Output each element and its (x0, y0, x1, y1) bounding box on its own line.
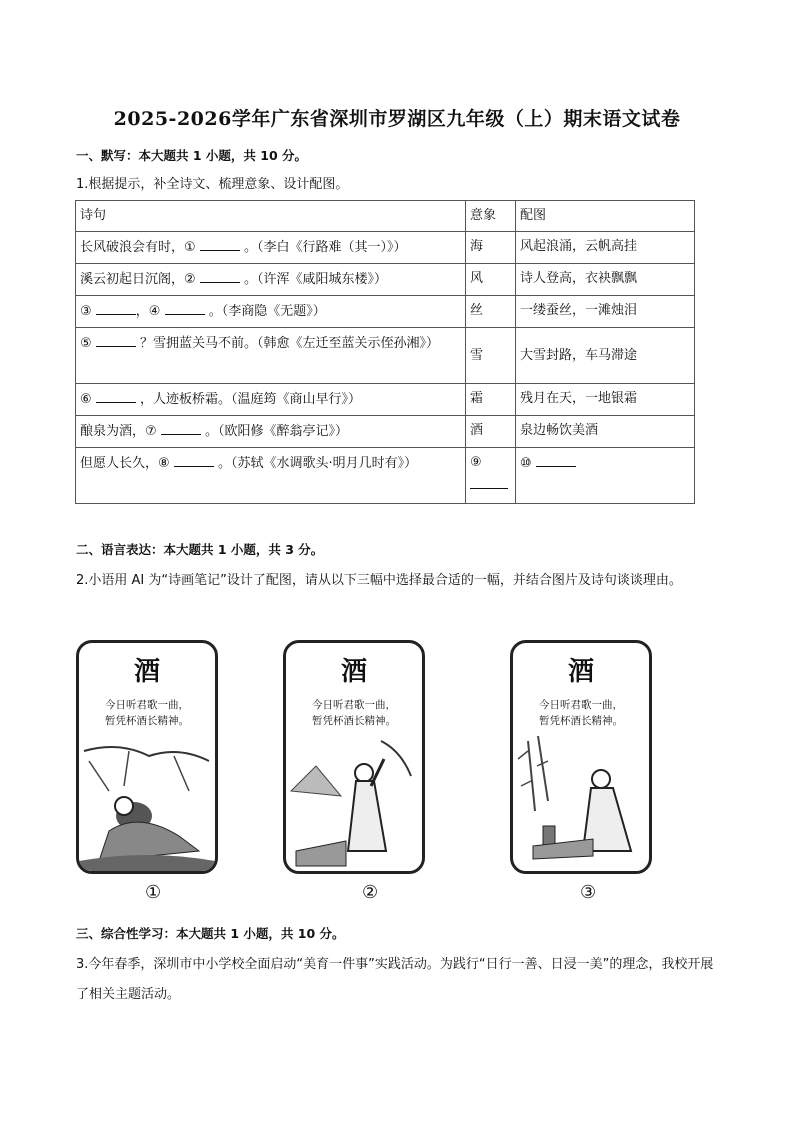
table-row: 酿泉为酒，⑦ 。（欧阳修《醉翁亭记》） 酒 泉边畅饮美酒 (76, 416, 695, 448)
blank-5[interactable] (96, 332, 136, 347)
blank-8[interactable] (174, 452, 214, 467)
question-1: 1.根据提示，补全诗文、梳理意象、设计配图。 (76, 177, 349, 192)
table-row: 长风破浪会有时，① 。（李白《行路难（其一）》） 海 风起浪涌，云帆高挂 (76, 232, 695, 264)
section-heading-1: 一、默写：本大题共 1 小题，共 10 分。 (76, 148, 308, 163)
illustration-card-3[interactable]: 酒 今日听君歌一曲， 暂凭杯酒长精神。 (510, 640, 652, 874)
blank-1[interactable] (200, 236, 240, 251)
option-label-2: ② (362, 882, 379, 903)
table-row: 溪云初起日沉阁，② 。（许浑《咸阳城东楼》） 风 诗人登高，衣袂飘飘 (76, 264, 695, 296)
blank-2[interactable] (200, 268, 240, 283)
blank-9[interactable] (470, 474, 508, 489)
blank-6[interactable] (96, 388, 136, 403)
blank-7[interactable] (161, 420, 201, 435)
standing-poet-illustration (286, 731, 422, 871)
question-2: 2.小语用 AI 为“诗画笔记”设计了配图，请从以下三幅中选择最合适的一幅，并结合图片及诗句谈谈理由。 (76, 573, 682, 588)
table-row: ⑤ ？雪拥蓝关马不前。（韩愈《左迁至蓝关示侄孙湘》） 雪 大雪封路，车马滞途 (76, 328, 695, 384)
table-row: ⑥ ，人迹板桥霜。（温庭筠《商山早行》） 霜 残月在天，一地银霜 (76, 384, 695, 416)
blank-10[interactable] (536, 452, 576, 467)
table-header-row (76, 201, 695, 232)
question-3: 3.今年春季，深圳市中小学校全面启动“美育一件事”实践活动。为践行“日行一善、日浸一美”的理念，我校开展了相关主题活动。 (76, 957, 714, 1002)
table-row: ③ ，④ 。（李商隐《无题》） 丝 一缕蚕丝，一滩烛泪 (76, 296, 695, 328)
header-image: 意象 (466, 201, 516, 232)
blank-4[interactable] (165, 300, 205, 315)
header-poem: 诗句 (76, 201, 466, 232)
page-title: 2025-2026学年广东省深圳市罗湖区九年级（上）期末语文试卷 (113, 108, 681, 130)
option-label-1: ① (145, 882, 162, 903)
section-heading-2: 二、语言表达：本大题共 1 小题，共 3 分。 (76, 542, 324, 557)
option-label-3: ③ (580, 882, 597, 903)
seated-poet-illustration (513, 731, 649, 871)
table-row: 但愿人长久，⑧ 。（苏轼《水调歌头·明月几时有》） ⑨ ⑩ (76, 448, 695, 504)
section-heading-3: 三、综合性学习：本大题共 1 小题，共 10 分。 (76, 926, 345, 941)
illustration-card-1[interactable]: 酒 今日听君歌一曲， 暂凭杯酒长精神。 (76, 640, 218, 874)
reclining-poet-illustration (79, 731, 215, 871)
poem-table (75, 200, 695, 504)
header-picture: 配图 (516, 201, 695, 232)
illustration-card-2[interactable]: 酒 今日听君歌一曲， 暂凭杯酒长精神。 (283, 640, 425, 874)
blank-3[interactable] (96, 300, 136, 315)
